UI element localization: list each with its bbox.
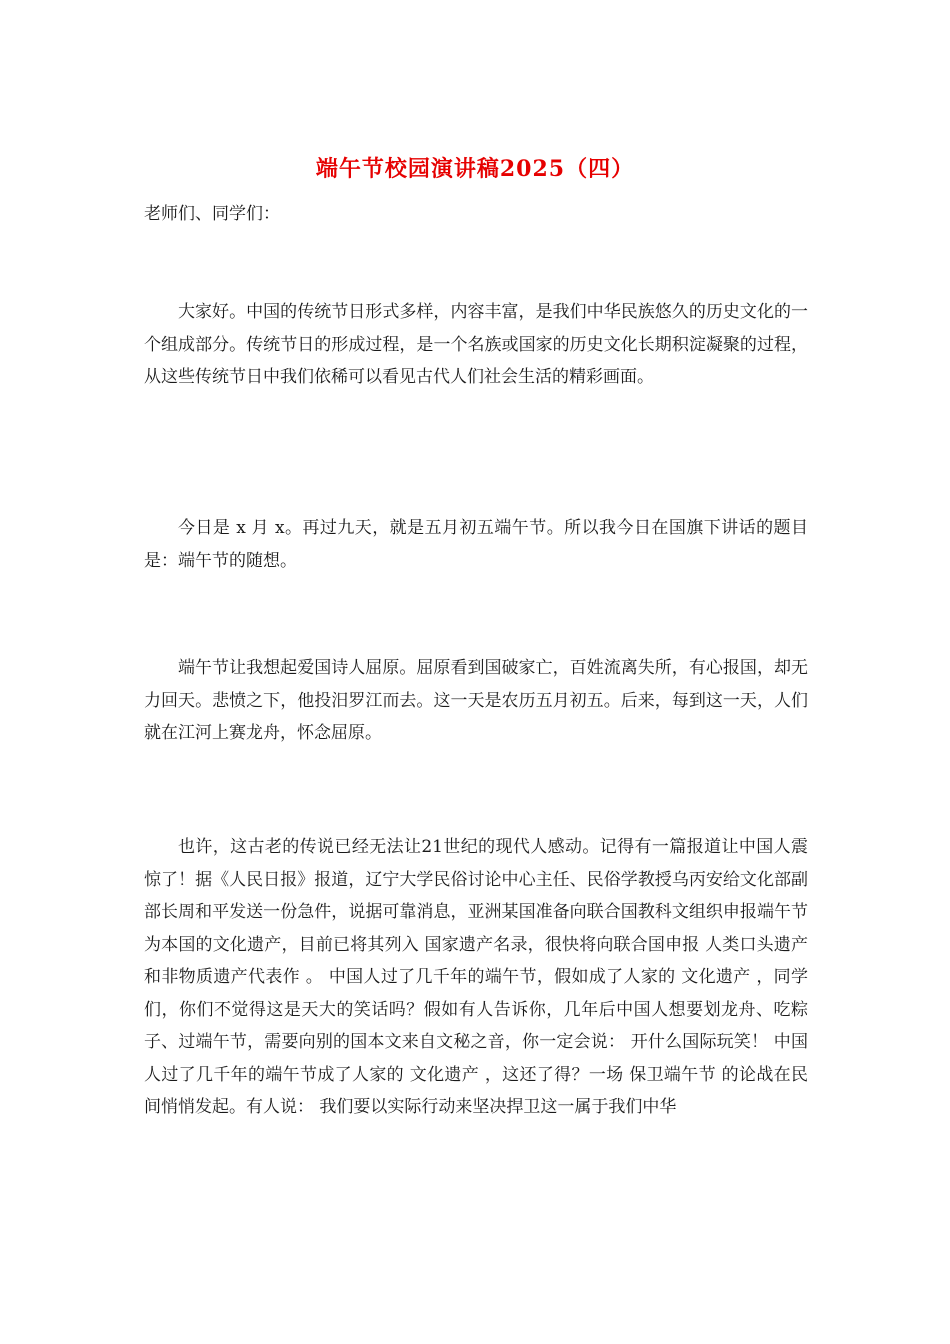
paragraph-1: 大家好。中国的传统节日形式多样，内容丰富，是我们中华民族悠久的历史文化的一个组成部分。传统节日的形成过程，是一个名族或国家的历史文化长期积淀凝聚的过程，从这些传统节日中我们依稀可以看见古代人们社会生活的精彩画面。 bbox=[144, 302, 808, 387]
paragraph-3: 端午节让我想起爱国诗人屈原。屈原看到国破家亡，百姓流离失所，有心报国，却无力回天。悲愤之下，他投汨罗江而去。这一天是农历五月初五。后来，每到这一天，人们就在江河上赛龙舟，怀念屈原。 bbox=[144, 658, 808, 743]
document-title: 端午节校园演讲稿2025（四） bbox=[315, 156, 635, 182]
greeting-line: 老师们、同学们： bbox=[144, 204, 280, 224]
paragraph-4: 也许，这古老的传说已经无法让21世纪的现代人感动。记得有一篇报道让中国人震惊了！据《人民日报》报道，辽宁大学民俗讨论中心主任、民俗学教授乌丙安给文化部副部长周和平发送一份急件，说据可靠消息，亚洲某国准备向联合国教科文组织申报端午节为本国的文化遗产，目前已将其列入 国家遗产名录，很快将向联合国申报 人类口头遗产和非物质遗产代表作 。 中国人过了几千年的端午节，假如成了人家的 文化遗产 ，同学们，你们不觉得这是天大的笑话吗？假如有人告诉你，几年后中国人想要划龙舟、吃粽子、过端午节，需要向别的国本文来自文秘之音，你一定会说： 开什么国际玩笑！ 中国人过了几千年的端午节成了人家的 文化遗产 ，这还了得？一场 保卫端午节 的论战在民间悄悄发起。有人说： 我们要以实际行动来坚决捍卫这一属于我们中华 bbox=[144, 837, 808, 1117]
paragraph-2: 今日是 x 月 x。再过九天，就是五月初五端午节。所以我今日在国旗下讲话的题目是：端午节的随想。 bbox=[144, 518, 808, 571]
